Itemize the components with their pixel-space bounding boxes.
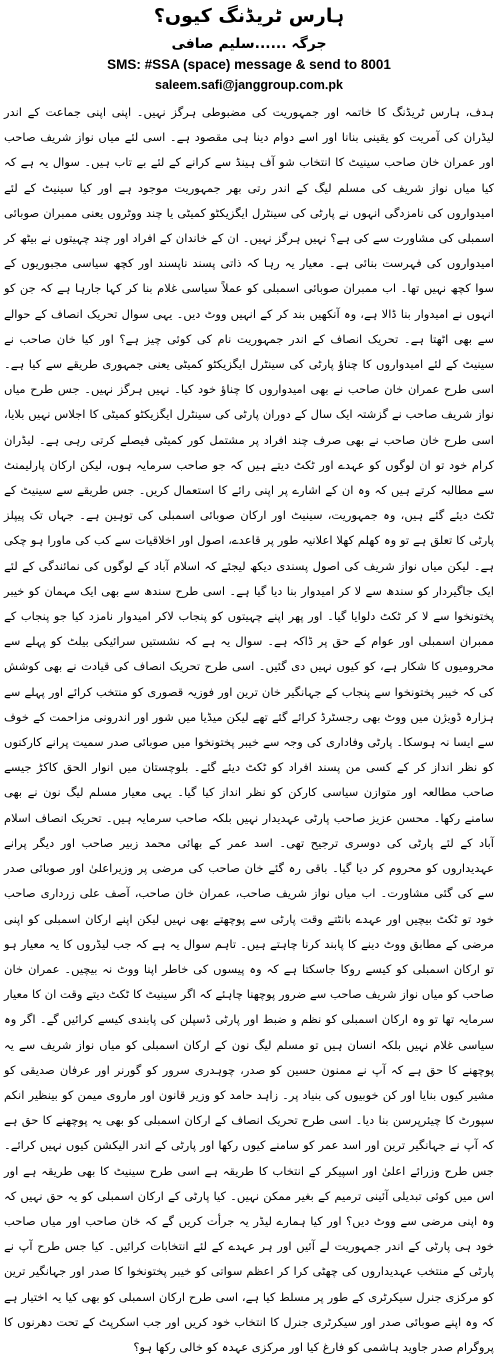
author-email: saleem.safi@janggroup.com.pk bbox=[155, 78, 343, 92]
paragraph: اب میاں نواز شریف صاحب، عمران خان صاحب، آصف علی زرداری صاحب خود تو ٹکٹ بیچیں اور عہدے بانٹتے وقت پارٹی سے پوچھتے بھی نہیں لیکن اپنے ارکان اسمبلی کو اپنی مرضی کے مطابق ووٹ دینے کا پابند کرنا چاہتے ہیں۔ تاہم سوال یہ ہے کہ جب لیڈروں کا یہ معیار ہو تو ارکان اسمبلی کو کیسے روکا جاسکتا ہے کہ وہ پیسوں کی خاطر اپنا ووٹ نہ بیچیں۔ عمران خان صاحب کو میاں نواز شریف صاحب سے ضرور پوچھنا چاہئے کہ اگر سینیٹ کا ٹکٹ دیتے وقت ان کا معیار سرمایہ تھا تو وہ ارکان اسمبلی کو نظم و ضبط اور پارٹی ڈسپلن کی پابندی کیسے کرائیں گے۔ bbox=[4, 886, 495, 1027]
headline: ہارس ٹریڈنگ کیوں؟ bbox=[153, 5, 345, 27]
paragraph: سوال یہ ہے کہ نشستیں سرائیکی بیلٹ کو پہلے سے محرومیوں کا شکار ہے، کو کیوں نہیں دی گئیں۔ اسی طرح تحریک انصاف کی قیادت نے بھی کوشش کی کہ خیبر پختونخوا سے پنجاب کے جہانگیر خان ترین اور فوزیہ قصوری کو منتخب کرائے اور پہلے سے ہزارہ ڈویژن میں ووٹ بھی رجسٹرڈ کرائے گئے تھے لیکن میڈیا میں شور اور اندرونی مزاحمت کے خوف سے ایسا نہ ہوسکا۔ پارٹی وفاداری کی وجہ سے خیبر پختونخوا میں صوبائی صدر سمیت پرانے کارکنوں کو نظر انداز کر کے کسی من پسند افراد کو ٹکٹ دیئے گئے۔ بلوچستان میں انوار الحق کاکڑ جیسے صاحب مطالعہ اور متوازن سیاسی کارکن کو نظر انداز کیا گیا۔ یہی معیار مسلم لیگ نون نے بھی سامنے رکھا۔ محسن عزیز صاحب پارٹی عہدیدار نہیں بلکہ صاحب سرمایہ ہیں۔ تحریک انصاف اسلام آباد کے لئے پارٹی کی دوسری ترجیح تھی۔ اسد عمر کے بھائی محمد زبیر صاحب اور دیگر پرانے عہدیداروں کو محروم کر دیا گیا۔ باقی رہ گئے خان صاحب کی مرضی پر وزیراعلیٰ اور صوبائی صدر سے کی گئی مشاورت۔ bbox=[4, 634, 495, 901]
paragraph: لیڈران کرام خود تو ان لوگوں کو عہدے اور ٹکٹ دیتے ہیں کہ جو صاحب سرمایہ ہوں، لیکن ارکان پارلیمنٹ سے مطالبہ کرتے ہیں کہ وہ ان کے اشارے پر اپنی رائے کا استعمال کریں۔ جس طریقے سے سینیٹ کے ٹکٹ دیئے گئے ہیں، وہ جمہوریت، سینیٹ اور ارکان صوبائی اسمبلی کی توہین ہے۔ جہاں تک پیپلز پارٹی کا تعلق ہے تو وہ کھلم کھلا اعلانیہ طور پر قاعدے، اصول اور اخلاقیات سے کب کی ماورا ہو چکی ہے۔ لیکن میاں نواز شریف کی اصول پسندی دیکھ لیجئے کہ اسلام آباد کے لوگوں کی نمائندگی کے لئے ایک جاگیردار کو سندھ سے لا کر امیدوار بنا دیا گیا ہے۔ اسی طرح سندھ سے بھی ایک مہمان کو خیبر پختونخوا سے لا کر ٹکٹ دلوایا گیا۔ اور پھر اپنے چہیتوں کو پنجاب لاکر امیدوار نامزد کیا جو پنجاب کے ممبران اسمبلی اور عوام کے حق پر ڈاکہ ہے۔ bbox=[4, 432, 494, 649]
paragraph: کیا پارٹی کے ارکان اسمبلی کو یہ حق نہیں کہ وہ اپنی مرضی سے ووٹ دیں؟ اور کیا ہمارے لیڈر یہ جرأت کریں گے کہ خان صاحب اور میاں صاحب خود ہی پارٹی کے اندر جمہوریت لے آئیں اور ہر عہدے کے لئے انتخابات کرائیں۔ کیا جس طرح آپ نے پارٹی کے منتخب عہدیداروں کی چھٹی کرا کر اعظم سواتی کو خیبر پختونخوا کا صدر اور جہانگیر ترین کو مرکزی جنرل سیکرٹری کے طور پر مسلط کیا ہے، اسی طرح ارکان اسمبلی کو بھی کیا یہ اختیار ہے کہ وہ اپنے صوبائی صدر اور سیکرٹری جنرل کا انتخاب خود کریں اور جب اسکرپٹ کے تحت دھرنوں کا پروگرام صدر جاوید ہاشمی کو فارغ کیا اور مرکزی عہدہ کو خالی رکھا ہو؟ bbox=[4, 1188, 494, 1354]
byline: جرگہ ......سلیم صافی bbox=[171, 36, 327, 52]
article-body bbox=[4, 100, 495, 1354]
paragraph: اگر وہ سیاسی غلام نہیں بلکہ انسان ہیں تو مسلم لیگ نون کے ارکان اسمبلی کو میاں نواز شریف سے یہ پوچھنے کا حق ہے کہ آپ نے ممنون حسین کو صدر، چوہدری سرور کو گورنر اور عرفان صدیقی کو مشیر کیوں بنایا اور کن خوبیوں کی بنیاد پر۔ زاہد حامد کو وزیر قانون اور ماروی میمن کو بینظیر انکم سپورٹ کا چیئرپرسن بنا دیا۔ اسی طرح تحریک انصاف کے ارکان اسمبلی کو بھی یہ پوچھنے کا حق ہے کہ آپ نے جہانگیر ترین اور اسد عمر کو سامنے کیوں رکھا اور پارٹی کے اندر الیکشن کیوں نہیں کرائے۔ جس طرح وزرائے اعلیٰ اور اسپیکر کے انتخاب کا طریقہ ہے اسی طرح سینیٹ کا بھی طریقہ ہے اور اس میں کوئی تبدیلی آئینی ترمیم کے بغیر ممکن نہیں۔ bbox=[4, 1012, 494, 1203]
sms-instruction: SMS: #SSA (space) message & send to 8001 bbox=[107, 57, 391, 72]
paragraph: ہدف، ہارس ٹریڈنگ کا خاتمہ اور جمہوریت کی مضبوطی ہرگز نہیں۔ اپنی اپنی جماعت کے اندر لیڈران کی آمریت کو یقینی بنانا اور اسے دوام دینا ہی مقصود ہے۔ اسی لئے میاں نواز شریف صاحب اور عمران خان صاحب سینیٹ کا انتخاب شو آف ہینڈ سے کرانے کے لئے بے تاب ہیں۔ سوال یہ ہے کہ کیا میاں نواز شریف کی مسلم لیگ کے اندر رتی بھر جمہوریت موجود ہے اور کیا سینیٹ کے لئے امیدواروں کی نامزدگی انہوں نے پارٹی کی سینٹرل ایگزیکٹو کمیٹی یا چند ووٹروں یعنی ممبران صوبائی اسمبلی کی مشاورت سے کی ہے؟ نہیں ہرگز نہیں۔ ان کے خاندان کے افراد اور چند چہیتوں نے بیٹھ کر امیدواروں کی فہرست بنائی ہے۔ معیار یہ رہا کہ ذاتی پسند ناپسند اور کچھ سیاسی مجبوریوں کے سوا کچھ نہیں تھا۔ اب ممبران صوبائی اسمبلی کو عملاً سیاسی غلام بنا کر کہا جارہا ہے کہ جن کو انہوں نے امیدوار بنا ڈالا ہے، وہ آنکھیں بند کر کے انہیں ووٹ دیں۔ یہی سوال تحریک انصاف کے حوالے سے بھی اٹھتا ہے۔ تحریک انصاف کے اندر جمہوریت نام کی کوئی چیز ہے؟ اور کیا خان صاحب نے سینیٹ کے لئے امیدواروں کا چناؤ پارٹی کی سینٹرل ایگزیکٹو کمیٹی یعنی جمہوری طریقے سے کیا ہے۔ اسی طرح عمران خان صاحب نے بھی امیدواروں کا چناؤ خود کیا۔ نہیں ہرگز نہیں۔ جس طرح میاں نواز شریف صاحب نے گزشتہ ایک سال کے دوران پارٹی کی سینٹرل ایگزیکٹو کمیٹی کا اجلاس نہیں بلایا، اسی طرح خان صاحب نے بھی صرف چند افراد پر مشتمل کور کمیٹی فیصلے کرتی رہی ہے۔ bbox=[4, 105, 494, 447]
